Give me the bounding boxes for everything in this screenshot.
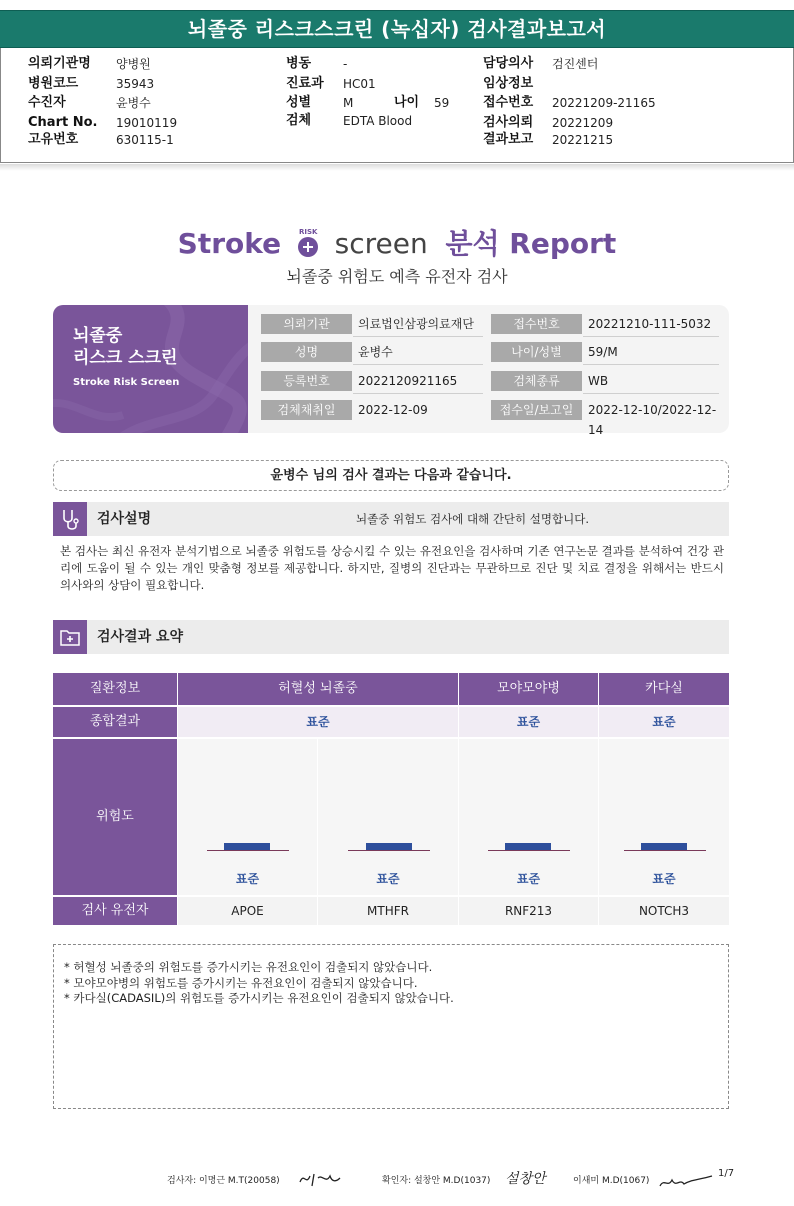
card-value-institution: 의료법인삼광의료재단 (358, 317, 474, 331)
card-value-age-sex: 59/M (588, 345, 618, 359)
card-label-institution: 의뢰기관 (261, 314, 352, 334)
logo-report: 분석 Report (445, 227, 617, 260)
table-disease-ischemic: 허혈성 뇌졸중 (178, 673, 458, 705)
card-label-specimen-type: 검체종류 (491, 371, 582, 391)
label-unique-no: 고유번호 (28, 132, 79, 147)
third-signature (658, 1170, 714, 1192)
value-sex: M (343, 96, 354, 110)
value-request-date: 20221209 (552, 116, 614, 130)
table-overall-cadasil: 표준 (599, 707, 729, 737)
card-row-line (353, 393, 483, 394)
card-label-reg-no: 등록번호 (261, 371, 352, 391)
card-label-collection-date: 검체채취일 (261, 400, 352, 420)
label-report-date: 결과보고 (483, 132, 534, 147)
risk-marker-standard (505, 843, 551, 850)
card-label-age-sex: 나이/성별 (491, 342, 582, 362)
section-test-description (53, 502, 729, 536)
risk-baseline (207, 850, 289, 851)
medical-folder-icon (53, 620, 87, 654)
card-title-panel (53, 305, 248, 433)
label-hospital-code: 병원코드 (28, 76, 79, 91)
value-specimen: EDTA Blood (343, 114, 413, 128)
label-ward: 병동 (286, 56, 312, 71)
value-report-date: 20221215 (552, 133, 614, 147)
table-label-overall: 종합결과 (53, 707, 177, 737)
test-description-text: 본 검사는 최신 유전자 분석기법으로 뇌졸중 위험도를 상승시킬 수 있는 유전요인을 검사하며 기존 연구논문 결과를 분석하여 건강 관리에 도움이 될 수 있는 개인 맞춤형 정보를 제공합니다. 하지만, 질병의 진단과는 무관하므로 진단 및 치료 결정을 위해서는 반드시 의사와의 상담이 필요합니다. (60, 544, 724, 592)
result-banner: 윤병수 님의 검사 결과는 다음과 같습니다. (53, 460, 729, 491)
risk-label-notch3: 표준 (652, 872, 676, 886)
risk-baseline (624, 850, 706, 851)
note-moyamoya: * 모야모야병의 위험도를 증가시키는 유전요인이 검출되지 않았습니다. (64, 976, 418, 990)
note-cadasil: * 카다실(CADASIL)의 위험도를 증가시키는 유전요인이 검출되지 않았습니다. (64, 991, 454, 1005)
card-value-reg-no: 2022120921165 (358, 374, 458, 388)
table-disease-moyamoya: 모야모야병 (459, 673, 598, 705)
risk-marker-standard (641, 843, 687, 850)
patient-summary-card (53, 305, 729, 437)
value-unique-no: 630115-1 (116, 133, 174, 147)
tester-signature (296, 1168, 346, 1190)
label-request-date: 검사의뢰 (483, 115, 534, 130)
value-doctor: 검진센터 (552, 57, 599, 71)
label-doctor: 담당의사 (483, 56, 534, 71)
label-sex: 성별 (286, 95, 312, 110)
gene-mthfr: MTHFR (318, 897, 458, 925)
card-title (73, 325, 177, 369)
label-hospital-name: 의뢰기관명 (28, 56, 91, 71)
gene-rnf213: RNF213 (459, 897, 598, 925)
risk-label-mthfr: 표준 (376, 872, 400, 886)
card-row-line (353, 336, 483, 337)
risk-marker-standard (224, 843, 270, 850)
section-title: 검사결과 요약 (97, 629, 184, 645)
card-row-line (583, 364, 719, 365)
card-label-receipt-report-date: 접수일/보고일 (491, 400, 582, 420)
label-clinical-info: 임상정보 (483, 76, 534, 91)
footer-tester: 검사자: 이명근 M.T(20058) (167, 1176, 280, 1186)
label-age: 나이 (394, 95, 420, 110)
card-value-name: 윤병수 (358, 345, 393, 359)
logo-stroke: Stroke (177, 227, 282, 260)
gene-notch3: NOTCH3 (599, 897, 729, 925)
confirmer-signature: 설창안 (505, 1171, 546, 1187)
card-label-receipt: 접수번호 (491, 314, 582, 334)
card-value-specimen-type: WB (588, 374, 609, 388)
page-number: 1/7 (718, 1168, 735, 1179)
value-hospital-code: 35943 (116, 77, 155, 91)
risk-label-apoe: 표준 (235, 872, 260, 886)
footer-confirmer: 확인자: 설창안 M.D(1037) (382, 1176, 491, 1186)
note-ischemic: * 허혈성 뇌졸중의 위험도를 증가시키는 유전요인이 검출되지 않았습니다. (64, 960, 433, 974)
label-specimen: 검체 (286, 113, 312, 128)
risk-baseline (348, 850, 430, 851)
value-department: HC01 (343, 77, 376, 91)
logo-risk-text: RISK (298, 227, 318, 236)
label-chart-no: Chart No. (28, 115, 98, 130)
card-value-receipt: 20221210-111-5032 (588, 317, 712, 331)
risk-baseline (488, 850, 570, 851)
table-label-genes: 검사 유전자 (53, 897, 177, 925)
value-hospital-name: 양병원 (116, 57, 151, 71)
card-row-line (583, 393, 719, 394)
page-subtitle: 뇌졸중 위험도 예측 유전자 검사 (286, 267, 508, 286)
table-label-risk: 위험도 (53, 739, 177, 895)
value-receipt-no: 20221209-21165 (552, 96, 656, 110)
risk-marker-standard (366, 843, 412, 850)
stroke-screen-logo (0, 222, 794, 266)
gene-apoe: APOE (178, 897, 317, 925)
label-department: 진료과 (286, 76, 324, 91)
card-title-line1: 뇌졸중 (73, 326, 123, 346)
section-title: 검사설명 (97, 511, 152, 527)
value-chart-no: 19010119 (116, 116, 178, 130)
footer-third-signer: 이새미 M.D(1067) (573, 1176, 650, 1186)
report-title: 뇌졸중 리스크스크린 (녹십자) 검사결과보고서 (187, 17, 607, 41)
result-notes-box (53, 944, 729, 1109)
risk-mark-icon (293, 225, 323, 266)
card-row-line (583, 336, 719, 337)
card-title-en: Stroke Risk Screen (73, 377, 180, 388)
table-overall-ischemic: 표준 (178, 707, 458, 737)
label-patient: 수진자 (28, 95, 66, 110)
label-receipt-no: 접수번호 (483, 95, 534, 110)
table-label-disease: 질환정보 (53, 673, 177, 705)
value-ward: - (343, 57, 348, 71)
risk-label-rnf213: 표준 (516, 872, 541, 886)
card-title-line2: 리스크 스크린 (73, 348, 178, 368)
card-value-collection-date: 2022-12-09 (358, 403, 428, 417)
section-description: 뇌졸중 위험도 검사에 대해 간단히 설명합니다. (356, 512, 590, 526)
report-title-bar (0, 10, 794, 48)
logo-screen: screen (334, 227, 428, 260)
stethoscope-icon (53, 502, 87, 536)
card-label-name: 성명 (261, 342, 352, 362)
card-row-line (353, 364, 483, 365)
card-value-receipt-report-date: 2022-12-10/2022-12-14 (588, 403, 717, 437)
table-disease-cadasil: 카다실 (599, 673, 729, 705)
value-age: 59 (434, 96, 450, 110)
section-result-summary (53, 620, 729, 654)
value-patient: 윤병수 (116, 96, 151, 110)
divider-shadow (0, 164, 794, 171)
table-overall-moyamoya: 표준 (459, 707, 598, 737)
